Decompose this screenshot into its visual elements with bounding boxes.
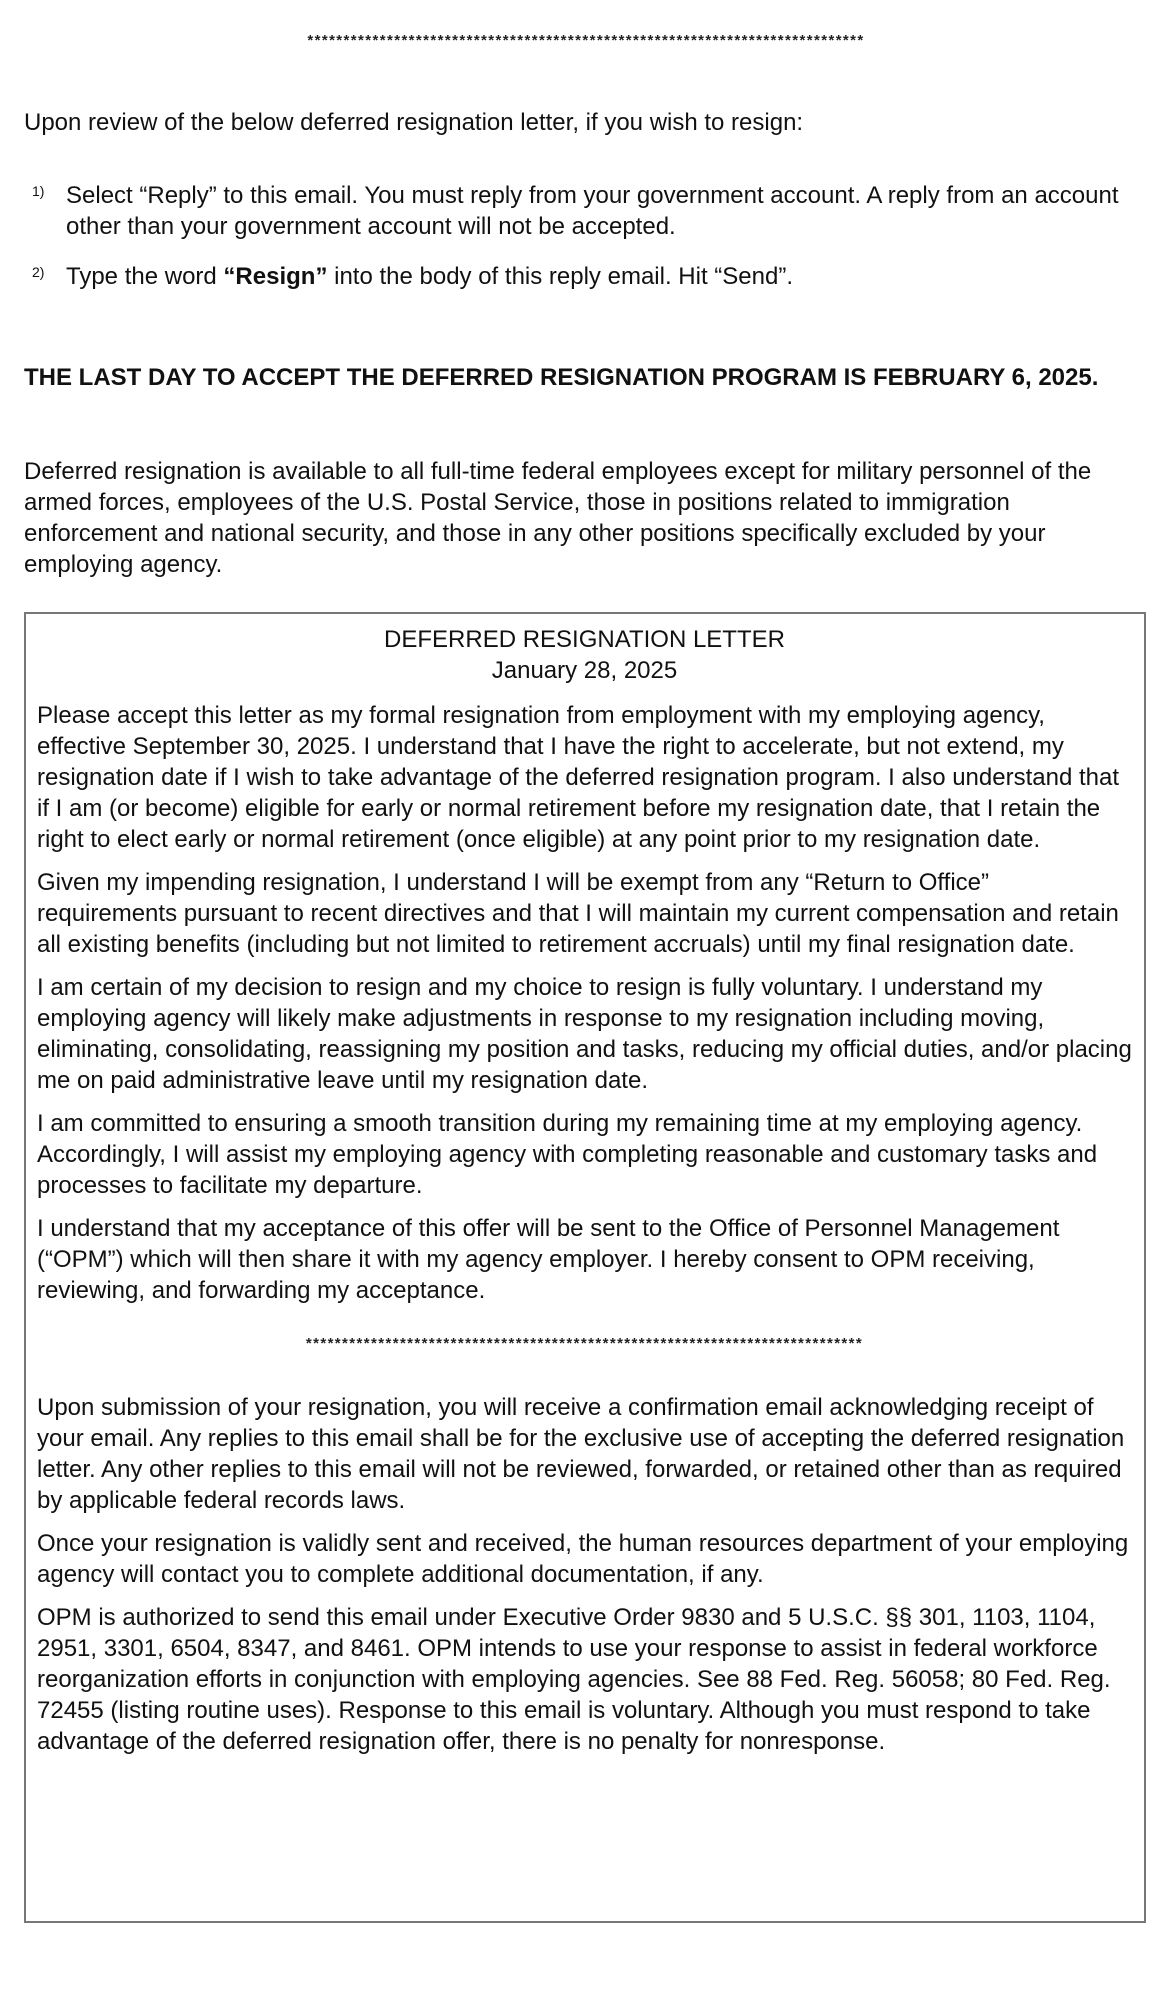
step-text: Select “Reply” to this email. You must reply from your government account. A reply from an account other than your government account will not be accepted. <box>66 182 1119 240</box>
letter-paragraph: I am certain of my decision to resign and my choice to resign is fully voluntary. I understand my employing agency will likely make adjustments in response to my resignation including moving, eliminating, consolidating, reassigning my position and tasks, reducing my official duties, and/or placing me on paid administrative leave until my resignation date. <box>37 974 1132 1094</box>
letter-paragraph: I understand that my acceptance of this offer will be sent to the Office of Personnel Management (“OPM”) which will then share it with my agency employer. I hereby consent to OPM receiving, reviewing, and forwarding my acceptance. <box>37 1215 1060 1304</box>
letter-paragraph: Please accept this letter as my formal resignation from employment with my employing agency, effective September 30, 2025. I understand that I have the right to accelerate, but not extend, my resignation date if I wish to take advantage of the deferred resignation program. I also understand that if I am (or become) eligible for early or normal retirement before my resignation date, that I retain the right to elect early or normal retirement (once eligible) at any point prior to my resignation date. <box>37 702 1120 853</box>
step-number: 2) <box>32 264 45 280</box>
letter-paragraph: I am committed to ensuring a smooth transition during my remaining time at my employing agency. Accordingly, I will assist my employing agency with completing reasonable and customary tasks and processes to facilitate my departure. <box>37 1110 1098 1199</box>
deadline-notice: THE LAST DAY TO ACCEPT THE DEFERRED RESIGNATION PROGRAM IS FEBRUARY 6, 2025. <box>24 364 1099 391</box>
separator-top: ***************************************************************************** <box>307 33 865 49</box>
step-number: 1) <box>32 183 45 199</box>
hr-contact-info: Once your resignation is validly sent and received, the human resources department of your employing agency will contact you to complete additional documentation, if any. <box>37 1530 1129 1588</box>
instructions-list <box>24 180 1148 311</box>
separator-inner: ***************************************************************************** <box>305 1336 864 1352</box>
resignation-letter-box <box>24 612 1146 1923</box>
intro-text: Upon review of the below deferred resignation letter, if you wish to resign: <box>24 109 804 136</box>
step-text-after: into the body of this reply email. Hit “Send”. <box>327 263 793 290</box>
submission-info: Upon submission of your resignation, you will receive a confirmation email acknowledging receipt of your email. Any replies to this email shall be for the exclusive use of accepting the deferred resignation letter. Any other replies to this email will not be reviewed, forwarded, or retained other than as required by applicable federal records laws. <box>37 1394 1125 1514</box>
instruction-step-1 <box>24 180 1148 242</box>
letter-title: DEFERRED RESIGNATION LETTER <box>384 626 785 653</box>
letter-date: January 28, 2025 <box>491 657 678 684</box>
eligibility-text: Deferred resignation is available to all full-time federal employees except for military personnel of the armed forces, employees of the U.S. Postal Service, those in positions related to immigration enforcement and national security, and those in any other positions specifically excluded by your employing agency. <box>24 458 1092 578</box>
instruction-step-2 <box>24 261 1148 292</box>
step-text-before: Type the word <box>66 263 224 290</box>
legal-authority-notice: OPM is authorized to send this email under Executive Order 9830 and 5 U.S.C. §§ 301, 1103, 1104, 2951, 3301, 6504, 8347, and 8461. OPM intends to use your response to assist in federal workforce reorganization efforts in conjunction with employing agencies. See 88 Fed. Reg. 56058; 80 Fed. Reg. 72455 (listing routine uses). Response to this email is voluntary. Although you must respond to take advantage of the deferred resignation offer, there is no penalty for nonresponse. <box>37 1604 1111 1755</box>
resign-keyword: “Resign” <box>223 263 328 290</box>
letter-paragraph: Given my impending resignation, I understand I will be exempt from any “Return to Office” requirements pursuant to recent directives and that I will maintain my current compensation and retain all existing benefits (including but not limited to retirement accruals) until my final resignation date. <box>37 869 1119 958</box>
